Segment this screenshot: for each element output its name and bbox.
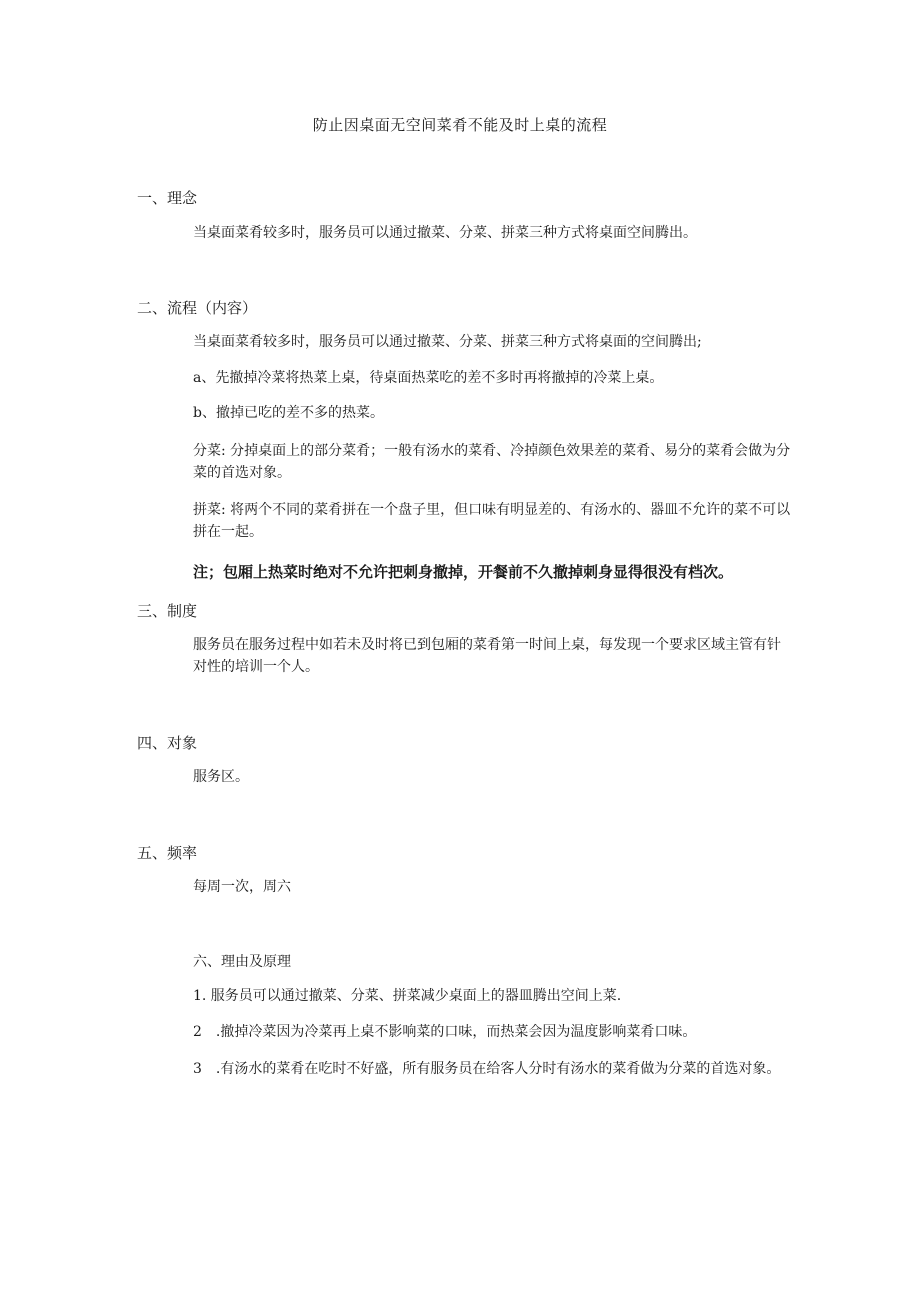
combine-dish-paragraph bbox=[193, 499, 793, 543]
page-title: 防止因桌面无空间菜肴不能及时上桌的流程 bbox=[312, 116, 608, 134]
process-intro: 当桌面菜肴较多时，服务员可以通过撤菜、分菜、拼菜三种方式将桌面的空间腾出; bbox=[193, 334, 702, 350]
section-heading-system: 三、制度 bbox=[137, 602, 198, 620]
concept-text: 当桌面菜肴较多时，服务员可以通过撤菜、分菜、拼菜三种方式将桌面空间腾出。 bbox=[193, 225, 697, 241]
section-heading-concept: 一、理念 bbox=[137, 189, 198, 207]
process-item-b: b、撤掉已吃的差不多的热菜。 bbox=[193, 405, 384, 421]
process-item-a: a、先撤掉冷菜将热菜上桌，待桌面热菜吃的差不多时再将撤掉的冷菜上桌。 bbox=[193, 370, 664, 386]
process-note: 注；包厢上热菜时绝对不允许把刺身撤掉，开餐前不久撤掉刺身显得很没有档次。 bbox=[193, 563, 734, 581]
reason-2: 2 .撤掉冷菜因为冷菜再上桌不影响菜的口味，而热菜会因为温度影响菜肴口味。 bbox=[193, 1024, 697, 1040]
target-text: 服务区。 bbox=[193, 769, 249, 785]
frequency-text: 每周一次，周六 bbox=[193, 879, 291, 895]
section-heading-frequency: 五、频率 bbox=[137, 844, 198, 862]
split-dish-text: : 分掉桌面上的部分菜肴；一般有汤水的菜肴、冷掉颜色效果差的菜肴、易分的菜肴会做为分菜的首选对象。 bbox=[193, 443, 791, 481]
section-heading-target: 四、对象 bbox=[137, 734, 198, 752]
split-dish-label: 分菜 bbox=[193, 443, 221, 459]
system-text: 服务员在服务过程中如若未及时将已到包厢的菜肴第一时间上桌，每发现一个要求区域主管有针对性的培训一个人。 bbox=[193, 637, 781, 675]
split-dish-paragraph bbox=[193, 440, 793, 484]
section-heading-process: 二、流程（内容） bbox=[137, 299, 258, 317]
combine-dish-label: 拼菜 bbox=[193, 502, 221, 518]
reason-1: 1. 服务员可以通过撤菜、分菜、拼菜减少桌面上的器皿腾出空间上菜. bbox=[193, 988, 622, 1004]
section-heading-reasons: 六、理由及原理 bbox=[193, 954, 291, 970]
reason-3: 3 .有汤水的菜肴在吃时不好盛，所有服务员在给客人分时有汤水的菜肴做为分菜的首选对象。 bbox=[193, 1061, 781, 1077]
combine-dish-text: : 将两个不同的菜肴拼在一个盘子里，但口味有明显差的、有汤水的、器皿不允许的菜不可以拼在一起。 bbox=[193, 502, 791, 540]
